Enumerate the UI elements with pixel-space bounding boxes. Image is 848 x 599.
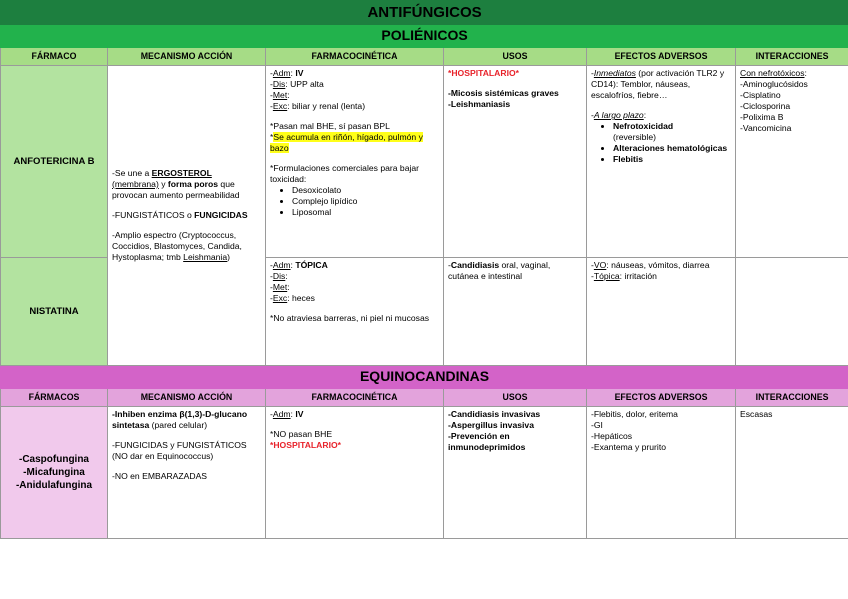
table-row-equinocandinas	[1, 407, 848, 539]
usos-anfotericina: *HOSPITALARIO* -Micosis sistémicas graves -Leishmaniasis	[444, 66, 587, 258]
efectos-largo-plazo-list	[591, 121, 731, 165]
mecanismo-polienicos	[108, 66, 266, 366]
list-item: • Nefrotoxicidad (reversible)	[613, 121, 731, 143]
interacciones-anfotericina: Con nefrotóxicos: -Aminoglucósidos -Cisplatino -Ciclosporina -Polixima B -Vancomicina	[736, 66, 848, 258]
mecanismo-espectro: -Amplio espectro (Cryptococcus, Coccidios, Blastomyces, Candida, Hystoplasma; tmb Leishmania)	[112, 230, 242, 263]
col-header-mecanismo: MECANISMO ACCIÓN	[108, 389, 266, 407]
main-title: ANTIFÚNGICOS	[1, 1, 848, 25]
col-header-interacciones: INTERACCIONES	[736, 48, 848, 66]
pk-equinocandinas: -Adm: IV *NO pasan BHE *HOSPITALARIO*	[266, 407, 444, 539]
drug-anfotericina: ANFOTERICINA B	[1, 66, 108, 258]
acumula-highlight: Se acumula en riñón, hígado, pulmón y bazo	[270, 132, 423, 154]
mecanismo-fungicidas: -FUNGISTÁTICOS o FUNGICIDAS	[112, 210, 248, 221]
table-row-anfotericina	[1, 66, 848, 258]
list-item: • Complejo lipídico	[292, 196, 439, 207]
section-title-polienicos: POLIÉNICOS	[1, 25, 848, 48]
drugs-equinocandinas: -Caspofungina -Micafungina -Anidulafungina	[1, 407, 108, 539]
col-header-mecanismo: MECANISMO ACCIÓN	[108, 48, 266, 66]
list-item: • Alteraciones hematológicas	[613, 143, 731, 154]
col-header-usos: USOS	[444, 48, 587, 66]
equinocandinas-header-row	[1, 389, 848, 407]
formulaciones-list	[270, 185, 439, 218]
hospitalario-label: *HOSPITALARIO*	[448, 68, 519, 79]
list-item: • Flebitis	[613, 154, 731, 165]
mecanismo-equinocandinas: -Inhiben enzima β(1,3)-D-glucano sintetasa (pared celular) -FUNGICIDAS y FUNGISTÁTICOS (NO dar en Equinococcus) -NO en EMBARAZADAS	[108, 407, 266, 539]
efectos-equinocandinas: -Flebitis, dolor, eritema -GI -Hepáticos -Exantema y prurito	[587, 407, 736, 539]
interacciones-nistatina	[736, 258, 848, 366]
col-header-farmaco: FÁRMACO	[1, 48, 108, 66]
col-header-usos: USOS	[444, 389, 587, 407]
ergosterol-term: ERGOSTEROL	[151, 168, 212, 179]
col-header-efectos: EFECTOS ADVERSOS	[587, 48, 736, 66]
col-header-farmacos: FÁRMACOS	[1, 389, 108, 407]
interacciones-equinocandinas: Escasas	[736, 407, 848, 539]
hospitalario-label: *HOSPITALARIO*	[270, 440, 341, 451]
pk-anfotericina: -Adm: IV -Dis: UPP alta -Met: -Exc: biliar y renal (lenta) *Pasan mal BHE, sí pasan BPL *Se acumula en riñón, hígado, pulmón y bazo *Formulaciones comerciales para bajar toxicidad: • Desoxicolato • Complejo lipídico • Liposomal	[266, 66, 444, 258]
usos-nistatina: -Candidiasis oral, vaginal, cutánea e intestinal	[444, 258, 587, 366]
usos-equinocandinas: -Candidiasis invasivas -Aspergillus invasiva -Prevención en inmunodeprimidos	[444, 407, 587, 539]
drug-nistatina: NISTATINA	[1, 258, 108, 366]
pk-nistatina: -Adm: TÓPICA -Dis: -Met: -Exc: heces *No atraviesa barreras, ni piel ni mucosas	[266, 258, 444, 366]
col-header-farmacocinetica: FARMACOCINÉTICA	[266, 48, 444, 66]
efectos-anfotericina: -Inmediatos (por activación TLR2 y CD14): Temblor, náuseas, escalofríos, fiebre… -A largo plazo: • Nefrotoxicidad (reversible) • Alteraciones hematológicas • Flebitis	[587, 66, 736, 258]
list-item: • Liposomal	[292, 207, 439, 218]
col-header-farmacocinetica: FARMACOCINÉTICA	[266, 389, 444, 407]
efectos-nistatina: -VO: náuseas, vómitos, diarrea -Tópica: irritación	[587, 258, 736, 366]
list-item: • Desoxicolato	[292, 185, 439, 196]
col-header-interacciones: INTERACCIONES	[736, 389, 848, 407]
polienicos-header-row	[1, 48, 848, 66]
mecanismo-ergosterol: -Se une a ERGOSTEROL (membrana) y forma poros que provocan aumento permeabilidad	[112, 168, 240, 201]
col-header-efectos: EFECTOS ADVERSOS	[587, 389, 736, 407]
section-title-equinocandinas: EQUINOCANDINAS	[1, 366, 848, 389]
